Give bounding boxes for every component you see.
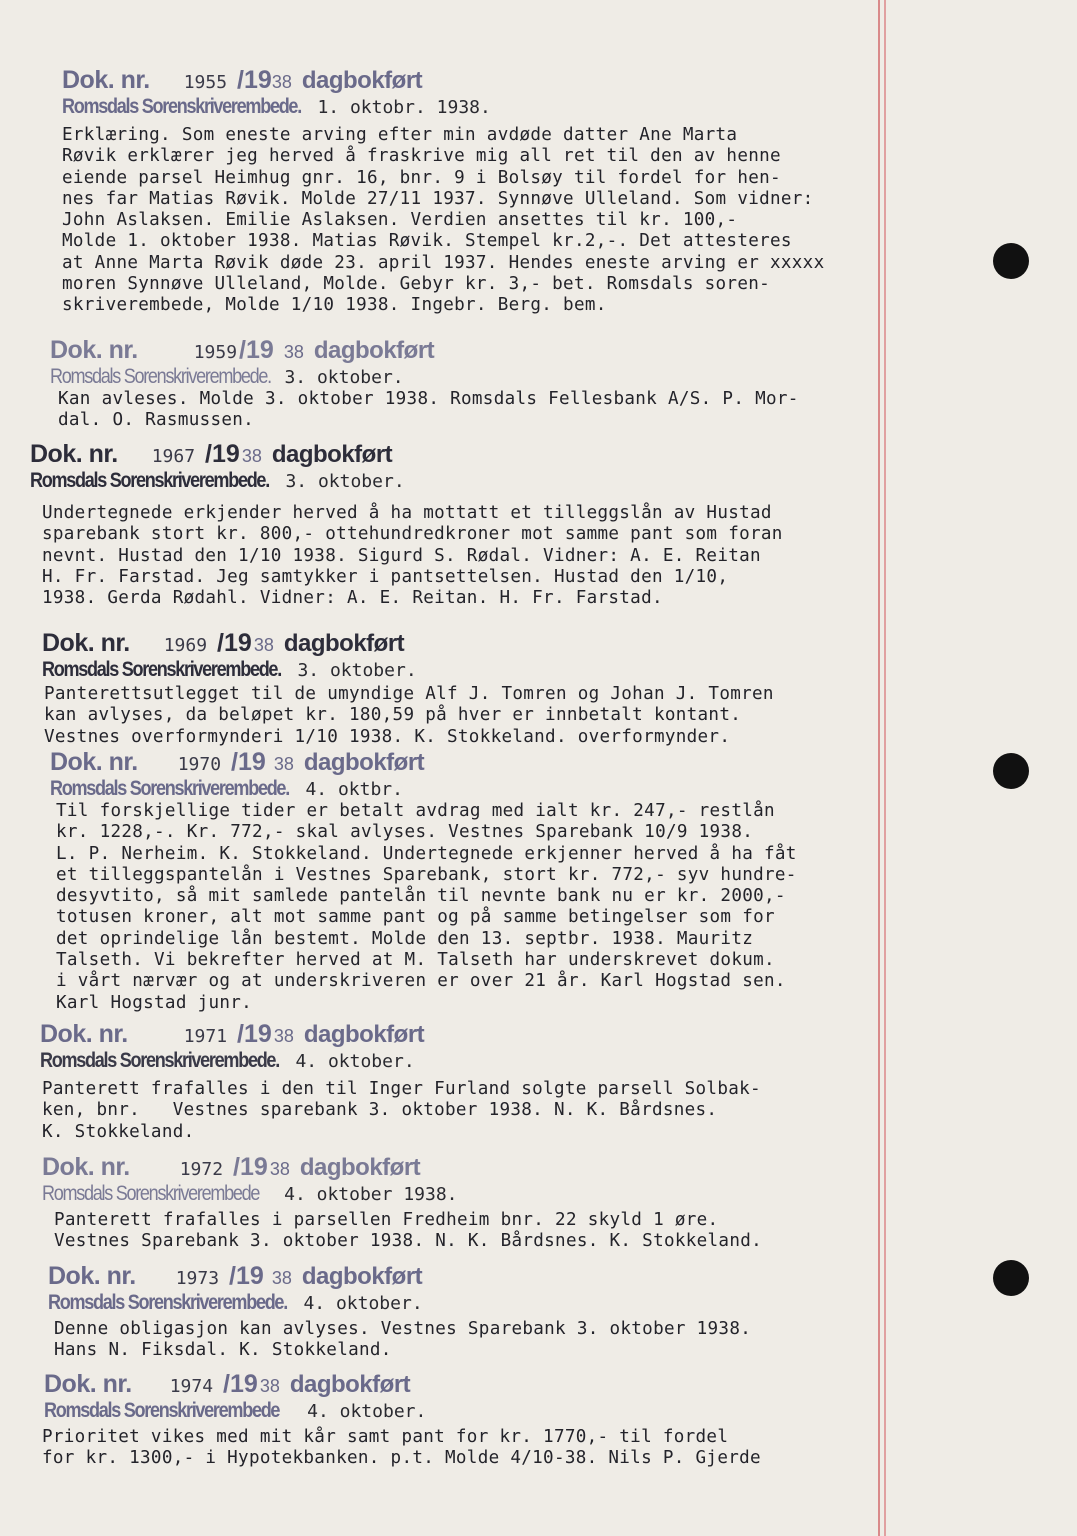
year-suffix: 38: [273, 754, 294, 774]
entry-date: 1. oktobr. 1938.: [317, 97, 491, 118]
punch-hole-icon: [993, 1260, 1029, 1296]
office-line: [42, 659, 942, 680]
stamp-text: dagbokført: [289, 1371, 411, 1398]
entry-date: 4. oktober.: [303, 1293, 423, 1314]
entry-text: Kan avleses. Molde 3. oktober 1938. Romsdals Fellesbank A/S. P. Mor- dal. O. Rasmussen.: [58, 389, 799, 431]
dok-label: Dok. nr.: [40, 1020, 128, 1048]
dok-label: Dok. nr.: [62, 66, 150, 94]
entry-1967: [30, 442, 930, 609]
dok-number: 1969: [163, 635, 208, 656]
entry-1972: [42, 1155, 942, 1253]
punch-hole-icon: [993, 243, 1029, 279]
office-stamp: Romsdals Sorenskriverembede.: [62, 95, 301, 118]
office-line: [50, 778, 950, 799]
entry-1970: [50, 750, 950, 1014]
dagbok-stamp: [30, 442, 930, 467]
dagbok-stamp: [42, 631, 942, 656]
entry-date: 4. oktbr.: [305, 779, 403, 800]
office-stamp: Romsdals Sorenskriverembede: [42, 1182, 260, 1205]
entry-1971: [40, 1022, 940, 1143]
dok-number: 1967: [151, 446, 196, 467]
stamp-text: dagbokført: [283, 630, 405, 657]
dagbok-stamp: [62, 68, 962, 93]
stamp-text: dagbokført: [313, 337, 435, 364]
year-prefix: /19: [217, 629, 252, 657]
dagbok-stamp: [50, 750, 950, 775]
entry-date: 4. oktober.: [295, 1051, 415, 1072]
dagbok-stamp: [48, 1264, 948, 1289]
year-prefix: /19: [237, 1020, 272, 1048]
office-stamp: Romsdals Sorenskriverembede.: [30, 469, 269, 492]
dok-label: Dok. nr.: [42, 629, 130, 657]
office-stamp: Romsdals Sorenskriverembede.: [48, 1291, 287, 1314]
entry-1959: [50, 338, 950, 432]
office-stamp: Romsdals Sorenskriverembede.: [50, 777, 289, 800]
year-suffix: 38: [253, 635, 274, 655]
office-stamp: Romsdals Sorenskriverembede.: [50, 365, 271, 388]
year-prefix: /19: [239, 336, 274, 364]
dok-number: 1972: [179, 1159, 224, 1180]
office-stamp: Romsdals Sorenskriverembede.: [40, 1049, 279, 1072]
office-stamp: Romsdals Sorenskriverembede: [44, 1399, 280, 1422]
year-prefix: /19: [229, 1262, 264, 1290]
stamp-text: dagbokført: [271, 441, 393, 468]
year-suffix: 38: [271, 72, 292, 92]
year-suffix: 38: [259, 1376, 280, 1396]
year-suffix: 38: [241, 446, 262, 466]
year-suffix: 38: [271, 1268, 292, 1288]
entry-text: Til forskjellige tider er betalt avdrag med ialt kr. 247,- restlån kr. 1228,-. Kr. 772,- skal avlyses. Vestnes Sparebank 10/9 1938. L. P. Nerheim. K. Stokkeland. Undertegnede erkjenner herved å ha fåt et tilleggspantelån i Vestnes Sparebank, stort kr. 772,- syv hundre- desyvtito, så mit samlede pantelån til nevnte bank nu er kr. 2000,- totusen kroner, alt mot samme pant og på samme betingelser som for det oprindelige lån bestemt. Molde den 13. septbr. 1938. Mauritz Talseth. Vi bekrefter herved at M. Talseth har underskrevet dokum. i vårt nærvær og at underskriveren er over 21 år. Karl Hogstad sen. Karl Hogstad junr.: [56, 801, 797, 1013]
dok-number: 1959: [193, 342, 238, 363]
office-line: [50, 366, 950, 387]
entry-text: Undertegnede erkjender herved å ha mottatt et tilleggslån av Hustad sparebank stort kr. 800,- ottehundredkroner mot samme pant som foran nevnt. Hustad den 1/10 1938. Sigurd S. Rødal. Vidner: A. E. Reitan H. Fr. Farstad. Jeg samtykker i pantsettelsen. Hustad den 1/10, 1938. Gerda Rødahl. Vidner: A. E. Reitan. H. Fr. Farstad.: [42, 503, 783, 609]
entry-text: Denne obligasjon kan avlyses. Vestnes Sparebank 3. oktober 1938. Hans N. Fiksdal. K. Stokkeland.: [54, 1319, 752, 1361]
entry-date: 3. oktober.: [284, 367, 404, 388]
dagbok-stamp: [42, 1155, 942, 1180]
office-stamp: Romsdals Sorenskriverembede.: [42, 658, 281, 681]
entry-date: 4. oktober 1938.: [284, 1184, 458, 1205]
entry-text: Panterett frafalles i den til Inger Furland solgte parsell Solbak- ken, bnr. Vestnes sparebank 3. oktober 1938. N. K. Bårdsnes. K. Stokkeland.: [42, 1079, 761, 1142]
dok-label: Dok. nr.: [50, 336, 138, 364]
office-line: [48, 1292, 948, 1313]
dok-number: 1973: [175, 1268, 220, 1289]
punch-hole-icon: [993, 753, 1029, 789]
dagbok-stamp: [50, 338, 950, 363]
office-line: [40, 1050, 940, 1071]
stamp-text: dagbokført: [301, 67, 423, 94]
stamp-text: dagbokført: [301, 1263, 423, 1290]
dagbok-stamp: [44, 1372, 944, 1397]
office-line: [62, 96, 962, 117]
entry-1955: [62, 68, 962, 317]
entry-1969: [42, 631, 942, 748]
office-line: [42, 1183, 942, 1204]
dok-label: Dok. nr.: [50, 748, 138, 776]
office-line: [30, 470, 930, 491]
dok-number: 1970: [177, 754, 222, 775]
dok-number: 1955: [183, 72, 228, 93]
dok-label: Dok. nr.: [48, 1262, 136, 1290]
entry-text: Panterettsutlegget til de umyndige Alf J. Tomren og Johan J. Tomren kan avlyses, da beløpet kr. 180,59 på hver er innbetalt kontant. Vestnes overformynderi 1/10 1938. K. Stokkeland. overformynder.: [44, 684, 774, 747]
entry-date: 3. oktober.: [285, 471, 405, 492]
year-suffix: 38: [283, 342, 304, 362]
year-suffix: 38: [273, 1026, 294, 1046]
year-prefix: /19: [231, 748, 266, 776]
year-prefix: /19: [205, 440, 240, 468]
dok-label: Dok. nr.: [44, 1370, 132, 1398]
year-suffix: 38: [269, 1159, 290, 1179]
dok-label: Dok. nr.: [30, 440, 118, 468]
dok-label: Dok. nr.: [42, 1153, 130, 1181]
entry-1973: [48, 1264, 948, 1362]
entry-text: Prioritet vikes med mit kår samt pant for kr. 1770,- til fordel for kr. 1300,- i Hypotekbanken. p.t. Molde 4/10-38. Nils P. Gjerde: [42, 1427, 761, 1469]
year-prefix: /19: [233, 1153, 268, 1181]
entry-date: 4. oktober.: [307, 1401, 427, 1422]
dagbok-stamp: [40, 1022, 940, 1047]
year-prefix: /19: [237, 66, 272, 94]
stamp-text: dagbokført: [303, 1021, 425, 1048]
year-prefix: /19: [223, 1370, 258, 1398]
entry-text: Erklæring. Som eneste arving efter min avdøde datter Ane Marta Røvik erklærer jeg herved å fraskrive mig all ret til den av henne eiende parsel Heimhug gnr. 16, bnr. 9 i Bolsøy til fordel for hen- nes far Matias Røvik. Molde 27/11 1937. Synnøve Ulleland. Som vidner: John Aslaksen. Emilie Aslaksen. Verdien ansettes til kr. 100,- Molde 1. oktober 1938. Matias Røvik. Stempel kr.2,-. Det attesteres at Anne Marta Røvik døde 23. april 1937. Hendes eneste arving er xxxxx moren Synnøve Ulleland, Molde. Gebyr kr. 3,- bet. Romsdals soren- skriverembede, Molde 1/10 1938. Ingebr. Berg. bem.: [62, 125, 825, 316]
stamp-text: dagbokført: [299, 1154, 421, 1181]
entry-date: 3. oktober.: [297, 660, 417, 681]
office-line: [44, 1400, 944, 1421]
entry-text: Panterett frafalles i parsellen Fredheim bnr. 22 skyld 1 øre. Vestnes Sparebank 3. oktober 1938. N. K. Bårdsnes. K. Stokkeland.: [54, 1210, 763, 1252]
entry-1974: [44, 1372, 944, 1470]
stamp-text: dagbokført: [303, 749, 425, 776]
dok-number: 1974: [169, 1376, 214, 1397]
dok-number: 1971: [183, 1026, 228, 1047]
